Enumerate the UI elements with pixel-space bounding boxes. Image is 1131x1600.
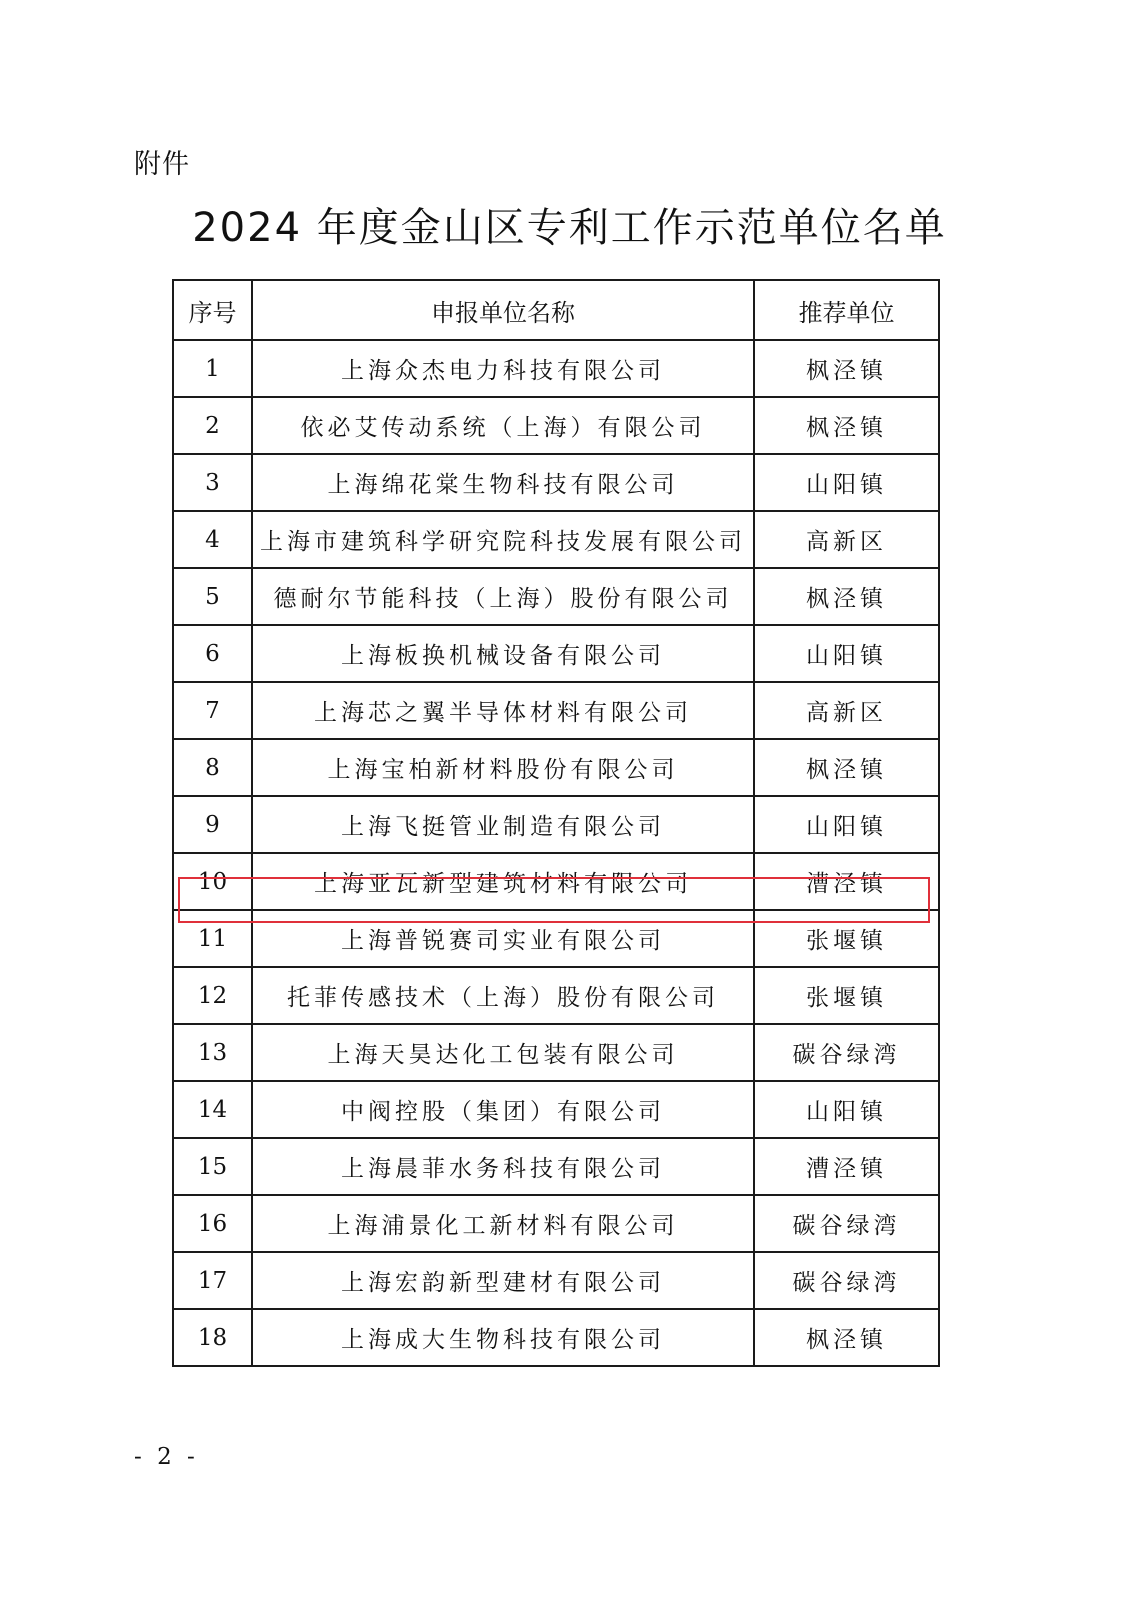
cell-serial-number: 18 [173, 1309, 252, 1366]
cell-applicant-name: 上海宏韵新型建材有限公司 [252, 1252, 754, 1309]
cell-serial-number: 16 [173, 1195, 252, 1252]
cell-recommending-unit: 山阳镇 [754, 1081, 939, 1138]
cell-recommending-unit: 碳谷绿湾 [754, 1252, 939, 1309]
cell-serial-number: 12 [173, 967, 252, 1024]
cell-recommending-unit: 张堰镇 [754, 910, 939, 967]
table-row [173, 1309, 939, 1366]
table-row [173, 1024, 939, 1081]
document-title: 2024 年度金山区专利工作示范单位名单 [192, 205, 947, 251]
cell-recommending-unit: 碳谷绿湾 [754, 1024, 939, 1081]
cell-applicant-name: 上海普锐赛司实业有限公司 [252, 910, 754, 967]
header-recommending-unit: 推荐单位 [754, 280, 939, 340]
cell-applicant-name: 上海亚瓦新型建筑材料有限公司 [252, 853, 754, 910]
cell-applicant-name: 上海板换机械设备有限公司 [252, 625, 754, 682]
cell-applicant-name: 依必艾传动系统（上海）有限公司 [252, 397, 754, 454]
cell-applicant-name: 上海天昊达化工包装有限公司 [252, 1024, 754, 1081]
cell-applicant-name: 上海芯之翼半导体材料有限公司 [252, 682, 754, 739]
cell-serial-number: 5 [173, 568, 252, 625]
cell-recommending-unit: 山阳镇 [754, 796, 939, 853]
table-row [173, 682, 939, 739]
cell-serial-number: 11 [173, 910, 252, 967]
cell-applicant-name: 上海浦景化工新材料有限公司 [252, 1195, 754, 1252]
cell-serial-number: 17 [173, 1252, 252, 1309]
cell-applicant-name: 上海晨菲水务科技有限公司 [252, 1138, 754, 1195]
cell-recommending-unit: 山阳镇 [754, 625, 939, 682]
table-row [173, 967, 939, 1024]
cell-applicant-name: 中阀控股（集团）有限公司 [252, 1081, 754, 1138]
page-number: - 2 - [134, 1444, 199, 1470]
cell-recommending-unit: 山阳镇 [754, 454, 939, 511]
cell-recommending-unit: 漕泾镇 [754, 1138, 939, 1195]
cell-applicant-name: 上海飞挺管业制造有限公司 [252, 796, 754, 853]
cell-applicant-name: 上海市建筑科学研究院科技发展有限公司 [252, 511, 754, 568]
attachment-label: 附件 [134, 149, 190, 180]
cell-recommending-unit: 枫泾镇 [754, 340, 939, 397]
cell-serial-number: 13 [173, 1024, 252, 1081]
table-header-row [173, 280, 939, 340]
cell-serial-number: 4 [173, 511, 252, 568]
cell-serial-number: 10 [173, 853, 252, 910]
header-serial-number: 序号 [173, 280, 252, 340]
cell-recommending-unit: 枫泾镇 [754, 739, 939, 796]
cell-applicant-name: 上海绵花棠生物科技有限公司 [252, 454, 754, 511]
table-row [173, 1081, 939, 1138]
cell-serial-number: 9 [173, 796, 252, 853]
table-row [173, 1252, 939, 1309]
cell-recommending-unit: 枫泾镇 [754, 1309, 939, 1366]
table-row [173, 910, 939, 967]
cell-serial-number: 2 [173, 397, 252, 454]
cell-serial-number: 14 [173, 1081, 252, 1138]
table-row [173, 454, 939, 511]
cell-serial-number: 7 [173, 682, 252, 739]
cell-recommending-unit: 张堰镇 [754, 967, 939, 1024]
table-row [173, 397, 939, 454]
cell-serial-number: 15 [173, 1138, 252, 1195]
cell-serial-number: 8 [173, 739, 252, 796]
cell-recommending-unit: 碳谷绿湾 [754, 1195, 939, 1252]
cell-recommending-unit: 高新区 [754, 682, 939, 739]
table-row [173, 340, 939, 397]
cell-applicant-name: 上海成大生物科技有限公司 [252, 1309, 754, 1366]
cell-serial-number: 6 [173, 625, 252, 682]
header-applicant-name: 申报单位名称 [252, 280, 754, 340]
cell-recommending-unit: 枫泾镇 [754, 397, 939, 454]
cell-applicant-name: 德耐尔节能科技（上海）股份有限公司 [252, 568, 754, 625]
cell-serial-number: 3 [173, 454, 252, 511]
cell-applicant-name: 上海众杰电力科技有限公司 [252, 340, 754, 397]
table-row [173, 568, 939, 625]
cell-recommending-unit: 枫泾镇 [754, 568, 939, 625]
table-row [173, 625, 939, 682]
cell-applicant-name: 托菲传感技术（上海）股份有限公司 [252, 967, 754, 1024]
table-row [173, 1195, 939, 1252]
table-body [173, 340, 939, 1366]
table-row [173, 739, 939, 796]
table-row [173, 511, 939, 568]
cell-serial-number: 1 [173, 340, 252, 397]
cell-recommending-unit: 高新区 [754, 511, 939, 568]
table-row [173, 1138, 939, 1195]
table-row [173, 853, 939, 910]
demonstration-units-table [172, 279, 940, 1367]
cell-applicant-name: 上海宝柏新材料股份有限公司 [252, 739, 754, 796]
cell-recommending-unit: 漕泾镇 [754, 853, 939, 910]
table-row [173, 796, 939, 853]
